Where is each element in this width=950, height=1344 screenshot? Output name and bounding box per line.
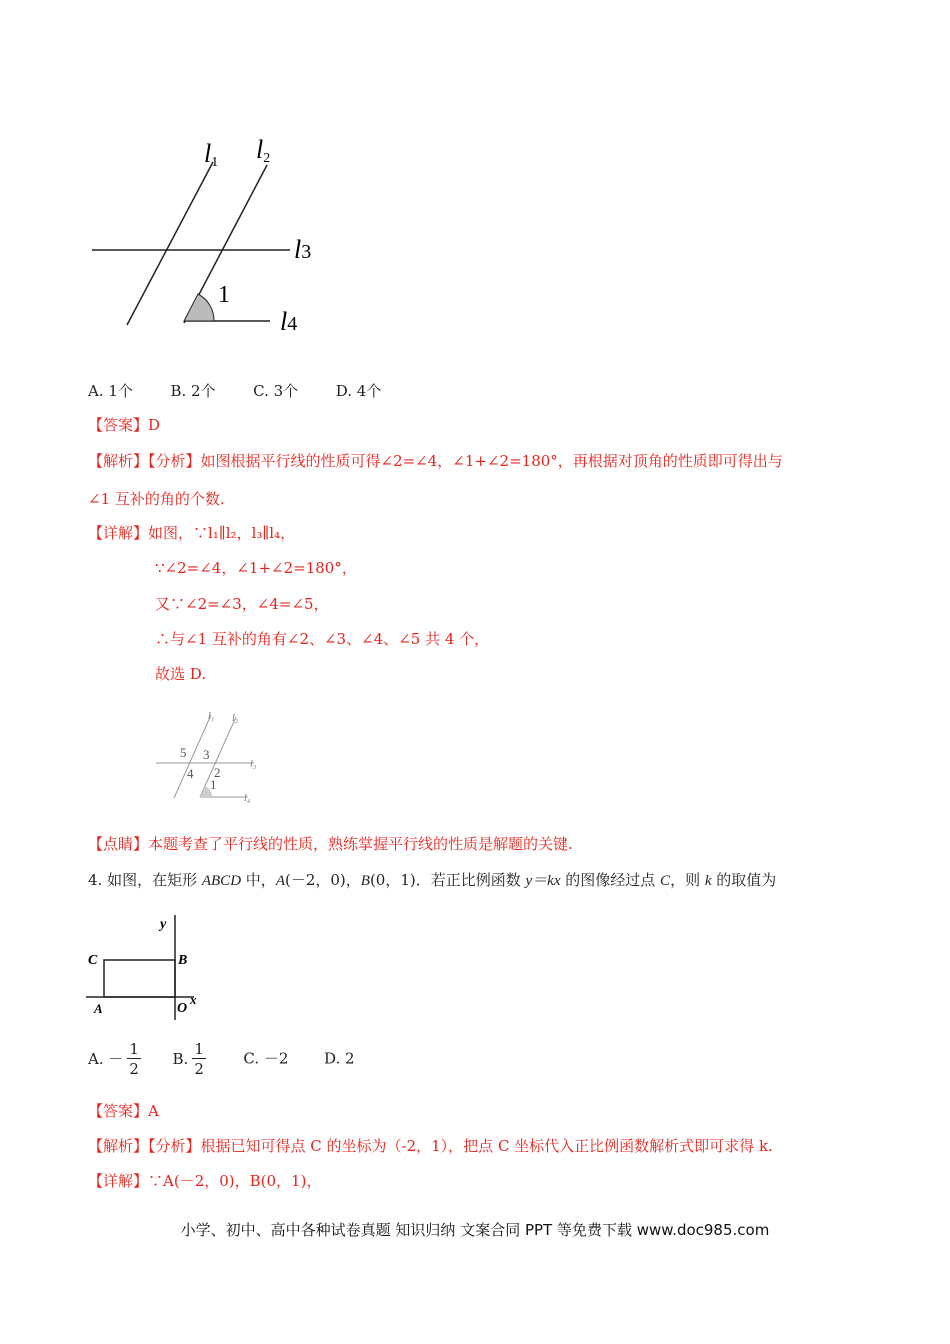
fig2-l1: l₁ — [208, 711, 215, 722]
q3-detail-line2: ∵∠2=∠4，∠1+∠2=180°， — [155, 559, 357, 577]
fig3-C: C — [88, 953, 98, 968]
q3-option-b[interactable]: B. 2个 — [170, 382, 216, 400]
q3-analysis-line2: ∠1 互补的角的个数. — [88, 490, 225, 508]
fig2-n4: 4 — [187, 766, 194, 781]
q4-option-a[interactable]: A. － $\frac{1}{2}$ — [88, 1040, 139, 1078]
q3-detail-line3: 又∵∠2=∠3，∠4=∠5， — [155, 595, 329, 613]
q3-detail-text1: 如图，∵l₁∥l₂，l₃∥l₄， — [148, 524, 296, 542]
fig3-B: B — [178, 953, 188, 968]
q3-detail-line1 — [88, 523, 295, 543]
fig2-n1: 1 — [210, 777, 217, 792]
q4-detail — [88, 1171, 321, 1191]
q4-option-d[interactable]: D. 2 — [324, 1049, 355, 1068]
q4-option-c[interactable]: C. －2 — [243, 1049, 289, 1068]
q3-detail-label: 【详解】 — [88, 524, 149, 542]
q3-comment: 【点睛】本题考查了平行线的性质，熟练掌握平行线的性质是解题的关键. — [88, 835, 573, 853]
q4-stem: 4. 如图，在矩形 ABCD 中，A(－2，0)，B(0，1)．若正比例函数 y＝kx 的图像经过点 C，则 k 的取值为 — [88, 871, 777, 889]
q3-detail-line5: 故选 D. — [155, 665, 207, 683]
q4-analysis: 【解析】【分析】根据已知可得点 C 的坐标为（-2，1），把点 C 坐标代入正比例函数解析式即可求得 k. — [88, 1137, 773, 1155]
q3-answer: 【答案】D — [88, 416, 161, 434]
page-footer: 小学、初中、高中各种试卷真题 知识归纳 文案合同 PPT 等免费下载 www.doc985.com — [180, 1221, 770, 1239]
fig2-l3: l₃ — [250, 759, 257, 770]
figure-numbered-angles — [150, 705, 270, 805]
q3-detail-line4: ∴与∠1 互补的角有∠2、∠3、∠4、∠5 共 4 个， — [155, 630, 490, 648]
label-angle-1: 1 — [218, 282, 230, 308]
q3-option-d[interactable]: D. 4个 — [335, 382, 382, 400]
label-l4: l4 — [280, 307, 298, 336]
q3-option-c[interactable]: C. 3个 — [253, 382, 299, 400]
figure-rectangle-axes — [84, 910, 214, 1025]
fig2-l4: l₄ — [244, 793, 251, 804]
fig3-A: A — [94, 1001, 103, 1016]
q4-option-b[interactable]: B. $\frac{1}{2}$ — [172, 1040, 204, 1078]
q4-detail-label: 【详解】 — [88, 1172, 149, 1190]
q4-answer: 【答案】A — [88, 1102, 159, 1120]
fig2-n2: 2 — [214, 765, 221, 780]
fig3-O: O — [177, 1001, 188, 1016]
q4-options — [88, 1040, 355, 1079]
fig3-y: y — [160, 917, 167, 932]
figure-parallel-lines — [80, 130, 340, 340]
q4-detail-text: ∵A(－2，0)，B(0，1)， — [148, 1172, 322, 1190]
fig3-x: x — [190, 992, 197, 1007]
fig2-n5: 5 — [180, 745, 187, 760]
label-l2: l2 — [256, 135, 271, 166]
rectangle-abcd — [104, 960, 175, 997]
label-l1: l1 — [204, 139, 219, 170]
fig2-l2: l₂ — [232, 713, 239, 724]
q3-option-a[interactable]: A. 1个 — [88, 382, 133, 400]
q3-analysis-line1: 【解析】【分析】如图根据平行线的性质可得∠2=∠4，∠1+∠2=180°，再根据对顶角的性质即可得出与 — [88, 452, 783, 470]
label-l3: l3 — [294, 235, 312, 264]
angle-1-marker — [184, 294, 214, 321]
fig2-n3: 3 — [203, 747, 210, 762]
q3-options — [88, 381, 381, 401]
